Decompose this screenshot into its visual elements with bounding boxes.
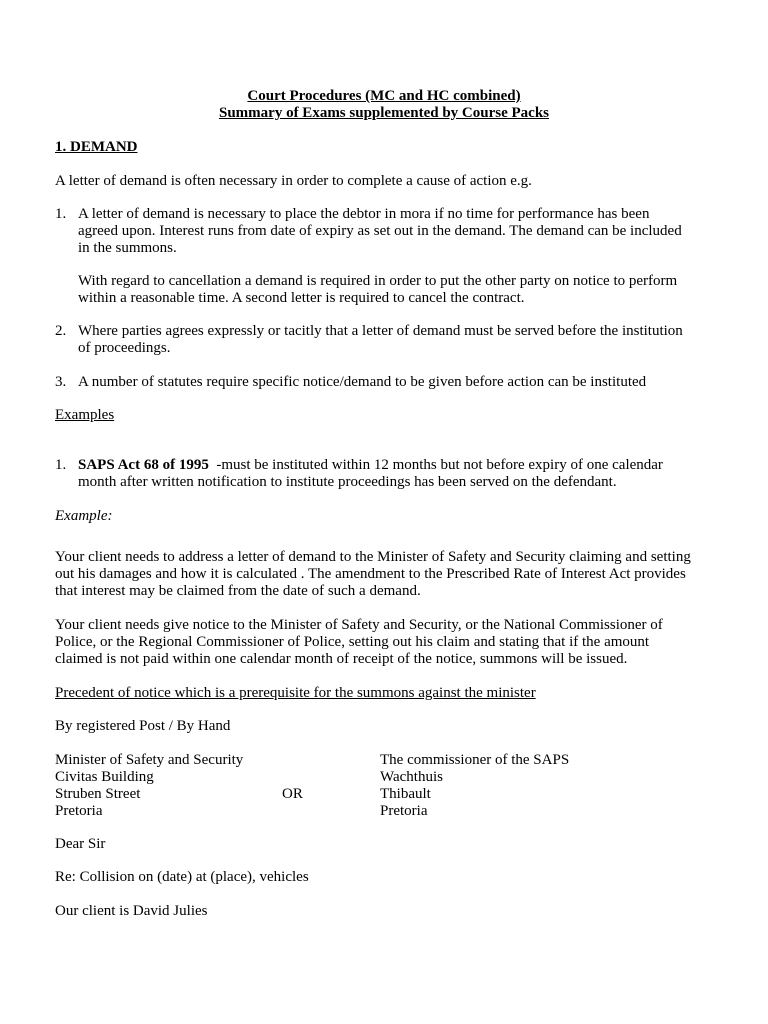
item-number: 1. <box>55 457 67 473</box>
example-para-1-line-1: Your client needs to address a letter of demand to the Minister of Safety and Security claiming and setting <box>55 549 691 565</box>
delivery-method: By registered Post / By Hand <box>55 718 231 734</box>
example-para-2-line-2: Police, or the Regional Commissioner of Police, setting out his claim and stating that if the amount <box>55 634 650 650</box>
client-line: Our client is David Julies <box>55 903 208 919</box>
or-label: OR <box>282 786 303 802</box>
title-line-2: Summary of Exams supplemented by Course Packs <box>218 105 549 121</box>
address-left-line-1: Minister of Safety and Security <box>55 752 244 768</box>
address-left-line-4: Pretoria <box>55 803 103 819</box>
section-heading-demand: 1. DEMAND <box>55 139 138 155</box>
item-2-line-1: Where parties agrees expressly or tacitly that a letter of demand must be served before the institution <box>78 323 683 339</box>
item-number: 2. <box>55 323 67 339</box>
address-right-line-1: The commissioner of the SAPS <box>380 752 570 768</box>
item-1-line-3: in the summons. <box>78 240 177 256</box>
examples-heading: Examples <box>55 407 115 423</box>
salutation: Dear Sir <box>55 836 106 852</box>
item-3-line-1: A number of statutes require specific notice/demand to be given before action can be instituted <box>78 374 647 390</box>
address-right-line-4: Pretoria <box>380 803 428 819</box>
precedent-heading: Precedent of notice which is a prerequisite for the summons against the minister <box>55 685 536 701</box>
example-para-1-line-2: out his damages and how it is calculated . The amendment to the Prescribed Rate of Interest Act provides <box>55 566 686 582</box>
example-label: Example: <box>55 508 113 524</box>
example-para-2-line-1: Your client needs give notice to the Minister of Safety and Security, or the National Commissioner of <box>55 617 663 633</box>
item-number: 3. <box>55 374 67 390</box>
item-1-line-2: agreed upon. Interest runs from date of expiry as set out in the demand. The demand can be included <box>78 223 682 239</box>
item-1-extra-line-1: With regard to cancellation a demand is required in order to put the other party on notice to perform <box>78 273 678 289</box>
address-right-line-2: Wachthuis <box>380 769 443 785</box>
re-line: Re: Collision on (date) at (place), vehicles <box>55 869 309 885</box>
title-line-1: Court Procedures (MC and HC combined) <box>247 88 521 104</box>
example-item-1-line-1: SAPS Act 68 of 1995 -must be instituted within 12 months but not before expiry of one calendar <box>78 457 663 473</box>
item-1-line-1: A letter of demand is necessary to place the debtor in mora if no time for performance has been <box>78 206 650 222</box>
demand-intro: A letter of demand is often necessary in order to complete a cause of action e.g. <box>55 173 532 189</box>
item-2-line-2: of proceedings. <box>78 340 171 356</box>
example-para-2-line-3: claimed is not paid within one calendar month of receipt of the notice, summons will be issued. <box>55 651 628 667</box>
example-item-1-line-2: month after written notification to institute proceedings has been served on the defendant. <box>78 474 617 490</box>
address-left-line-3: Struben Street <box>55 786 141 802</box>
example-para-1-line-3: that interest may be claimed from the date of such a demand. <box>55 583 421 599</box>
address-right-line-3: Thibault <box>380 786 431 802</box>
item-1-extra-line-2: within a reasonable time. A second letter is required to cancel the contract. <box>78 290 525 306</box>
address-left-line-2: Civitas Building <box>55 769 154 785</box>
item-number: 1. <box>55 206 67 222</box>
